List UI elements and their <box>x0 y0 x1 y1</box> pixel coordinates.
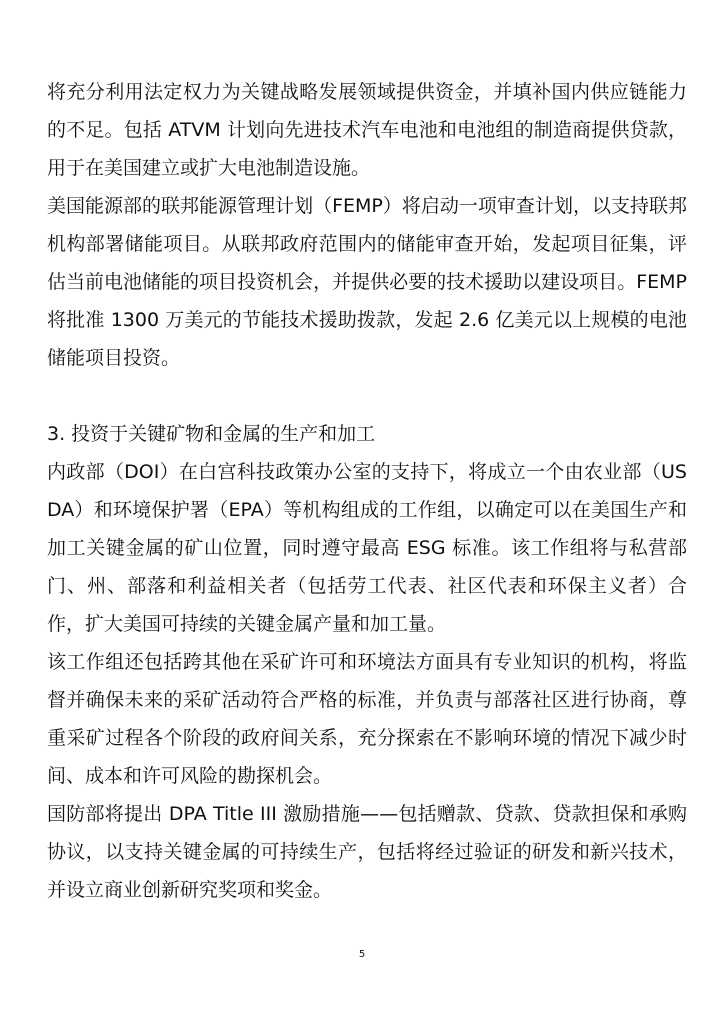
paragraph-battery-funding: 将充分利用法定权力为关键战略发展领域提供资金，并填补国内供应链能力的不足。包括 ATVM 计划向先进技术汽车电池和电池组的制造商提供贷款，用于在美国建立或扩大电池制造设施。 <box>47 81 687 179</box>
section-heading: 3. 投资于关键矿物和金属的生产和加工 <box>47 423 376 445</box>
paragraph-doi-working-group: 内政部（DOI）在白宫科技政策办公室的支持下，将成立一个由农业部（USDA）和环境保护署（EPA）等机构组成的工作组，以确定可以在美国生产和加工关键金属的矿山位置，同时遵守最高 ESG 标准。该工作组将与私营部门、州、部落和利益相关者（包括劳工代表、社区代表和环保主义者）合作，扩大美国可持续的关键金属产量和加工量。 <box>47 461 687 635</box>
blank-line <box>47 377 687 415</box>
page-number: 5 <box>358 949 366 960</box>
paragraph-working-group-scope: 该工作组还包括跨其他在采矿许可和环境法方面具有专业知识的机构，将监督并确保未来的采矿活动符合严格的标准，并负责与部落社区进行协商，尊重采矿过程各个阶段的政府间关系，充分探索在不影响环境的情况下减少时间、成本和许可风险的勘探机会。 <box>47 651 687 787</box>
paragraph-dod-dpa: 国防部将提出 DPA Title III 激励措施——包括赠款、贷款、贷款担保和承购协议，以支持关键金属的可持续生产，包括将经过验证的研发和新兴技术，并设立商业创新研究奖项和奖金。 <box>47 803 687 901</box>
document-body <box>47 73 687 909</box>
paragraph-femp: 美国能源部的联邦能源管理计划（FEMP）将启动一项审查计划，以支持联邦机构部署储能项目。从联邦政府范围内的储能审查开始，发起项目征集，评估当前电池储能的项目投资机会，并提供必要的技术援助以建设项目。FEMP 将批准 1300 万美元的节能技术援助拨款，发起 2.6 亿美元以上规模的电池储能项目投资。 <box>47 195 687 369</box>
